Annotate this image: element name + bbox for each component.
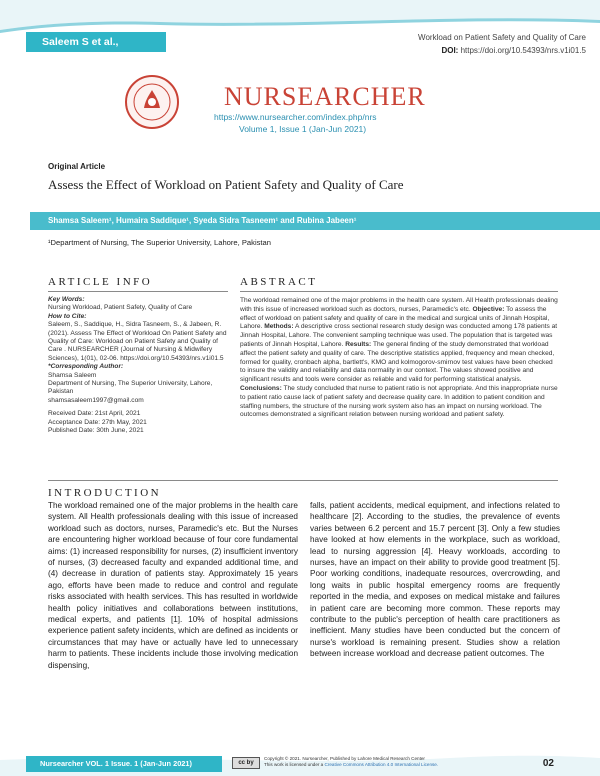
objective-label: Objective:	[472, 305, 505, 313]
corresponding-author-email[interactable]: shamsasaleem1997@gmail.com	[48, 396, 144, 404]
abstract-heading: ABSTRACT	[240, 276, 318, 288]
introduction-heading: INTRODUCTION	[48, 487, 162, 499]
running-header	[418, 31, 586, 57]
conclusions-text: The study concluded that nurse to patient ratio is not appropriate. And this inappropriate nurse to patient ratio cause lack of patient safety and decrease quality care. In addition to patient condition and staffing numbers, the structure of the nursing work system also has an impact on nursing workload. The outcomes demonstrated a significant relation between nursing workload and patient safety.	[240, 384, 558, 419]
methods-text: A descriptive cross sectional research study design was conducted among 178 patients at Jinnah Hospital, Lahore. The convenient sampling technique was used. The population that is targeted was patients of Jinnah Hospital, Lahore.	[240, 323, 558, 348]
article-info-heading: ARTICLE INFO	[48, 276, 153, 288]
running-title: Workload on Patient Safety and Quality of Care	[418, 33, 586, 42]
received-date: Received Date: 21st April, 2021	[48, 410, 141, 418]
corresponding-author-dept: Department of Nursing, The Superior University, Lahore, Pakistan	[48, 380, 213, 396]
keywords-label: Key Words:	[48, 296, 85, 303]
results-text: The general finding of the study demonstrated that workload affect the patient safety and quality of care. The descriptive statistics applied, frequency and mean checked, formed for quality, cronbach alpha, bartlett's, KMO and kolmogorov-smirnov test values have been checked to insure the validity and reliability and data normality in our context. The values showed positive and significant results and tools were consider as reliable and valid for performing statistical analysis.	[240, 340, 555, 384]
journal-website-link[interactable]: https://www.nursearcher.com/index.php/nrs	[214, 112, 377, 122]
footer-journal-tag: Nursearcher VOL. 1 Issue. 1 (Jan-Jun 2021)	[26, 756, 222, 772]
abstract-divider	[240, 291, 558, 292]
abstract-intro: The workload remained one of the major problems in the health care system. All Health professionals dealing with this issue of increased workload such as doctors, nurses, Paramedic's etc.	[240, 297, 558, 313]
license-prefix: This work is licensed under a	[264, 762, 324, 767]
author-affiliation: ¹Department of Nursing, The Superior University, Lahore, Pakistan	[48, 238, 271, 247]
journal-brand-name: NURSEARCHER	[224, 82, 426, 111]
methods-label: Methods:	[264, 323, 294, 331]
article-type: Original Article	[48, 162, 106, 171]
doi-line	[418, 44, 586, 57]
cite-label: How to Cite:	[48, 312, 87, 320]
conclusions-label: Conclusions:	[240, 384, 282, 392]
results-label: Results:	[345, 340, 372, 348]
article-info-panel	[48, 296, 228, 436]
citation-text: Saleem, S., Saddique, H., Sidra Tasneem, S., & Jabeen, R. (2021). Assess The Effect of Workload On Patient Safety and Quality of Care: Workload on Patient Safety and Quality of Care . NURSEARCHER (Journal of Nursing & Midwifery Sciences), 1(01), 02-06. https://doi.org/10.54393/nrs.v1i01.5	[48, 321, 227, 362]
doi-link[interactable]: https://doi.org/10.54393/nrs.v1i01.5	[460, 46, 586, 55]
acceptance-date: Acceptance Date: 27th May, 2021	[48, 418, 147, 426]
introduction-left-column: The workload remained one of the major problems in the health care system. All Health professionals dealing with this issue of increased workload such as doctors, nurses, Paramedic's etc. But the Nurses are encountering higher workload because of four core fundamental aims: (1) increased responsibility for nurses, (2) insufficient inventory of nurses, (3) decreased faculty and expanded additional time, and (4) decrease in duration of patients stay. Approximately 15 years ago, efforts have been made to reduce and control and regulate risks associated with health services. This has resulted in worldwide health policy initiatives and collaborations between institutions, medical experts, and patients [1]. 10% of hospital admissions experience patient safety incidents, which are defined as incidents or circumstances that may have or actually have led to unnecessary harm to patients. These incidents include those involving medication dispensing,	[48, 501, 298, 670]
objective-text: To assess the effect of workload on patient safety and quality of care in the medical and surgical units of Jinnah Hospital, Lahore.	[240, 305, 550, 331]
introduction-right-column: falls, patient accidents, medical equipment, and infections related to healthcare [2]. According to the studies, the prevalence of events varies between 6.2 percent and 15.7 percent [3]. Only a few studies have looked at how elements in the workplace, such as workload, lead to nursing aggression [4]. Heavy workloads, according to nurses, have an impact on their ability to provide good treatment [5]. Poor working conditions, inadequate resources, overcrowding, and long waits in public hospital emergency rooms are frequently reported in the media, and exposes on medical mistake and failures in patient care are becoming more common. These reports may contribute to the public's perception of health care practitioners as inefficient. Many studies have been conducted but the concern of nurse's workload is remaining present. Studies show a relation between increase workload and decrease patient outcomes. The	[310, 501, 560, 659]
author-list: Shamsa Saleem¹, Humaira Saddique¹, Syeda Sidra Tasneem¹ and Rubina Jabeen¹	[30, 212, 600, 230]
license-link[interactable]: Creative Commons Attribution 4.0 International License.	[324, 762, 439, 767]
article-info-divider	[48, 291, 228, 292]
abstract-body	[240, 297, 558, 420]
journal-seal-logo	[124, 74, 180, 130]
doi-label: DOI:	[441, 46, 459, 55]
keywords-text: Nursing Workload, Patient Safety, Quality of Care	[48, 304, 193, 312]
copyright-line: Copyright © 2021. Nursearcher, Published by Lahore Medical Research Center	[264, 756, 425, 761]
cc-license-badge[interactable]: cc by	[232, 757, 260, 769]
corresponding-author-label: *Corresponding Author:	[48, 363, 124, 371]
license-line	[264, 762, 454, 768]
article-title: Assess the Effect of Workload on Patient Safety and Quality of Care	[48, 177, 404, 192]
page-number: 02	[542, 758, 554, 769]
published-date: Published Date: 30th June, 2021	[48, 427, 144, 435]
abstract-bottom-divider	[48, 480, 558, 481]
corresponding-author-name: Shamsa Saleem	[48, 371, 97, 379]
running-author-tag: Saleem S et al.,	[26, 32, 166, 52]
license-notice	[264, 756, 454, 768]
journal-volume: Volume 1, Issue 1 (Jan-Jun 2021)	[239, 124, 367, 134]
